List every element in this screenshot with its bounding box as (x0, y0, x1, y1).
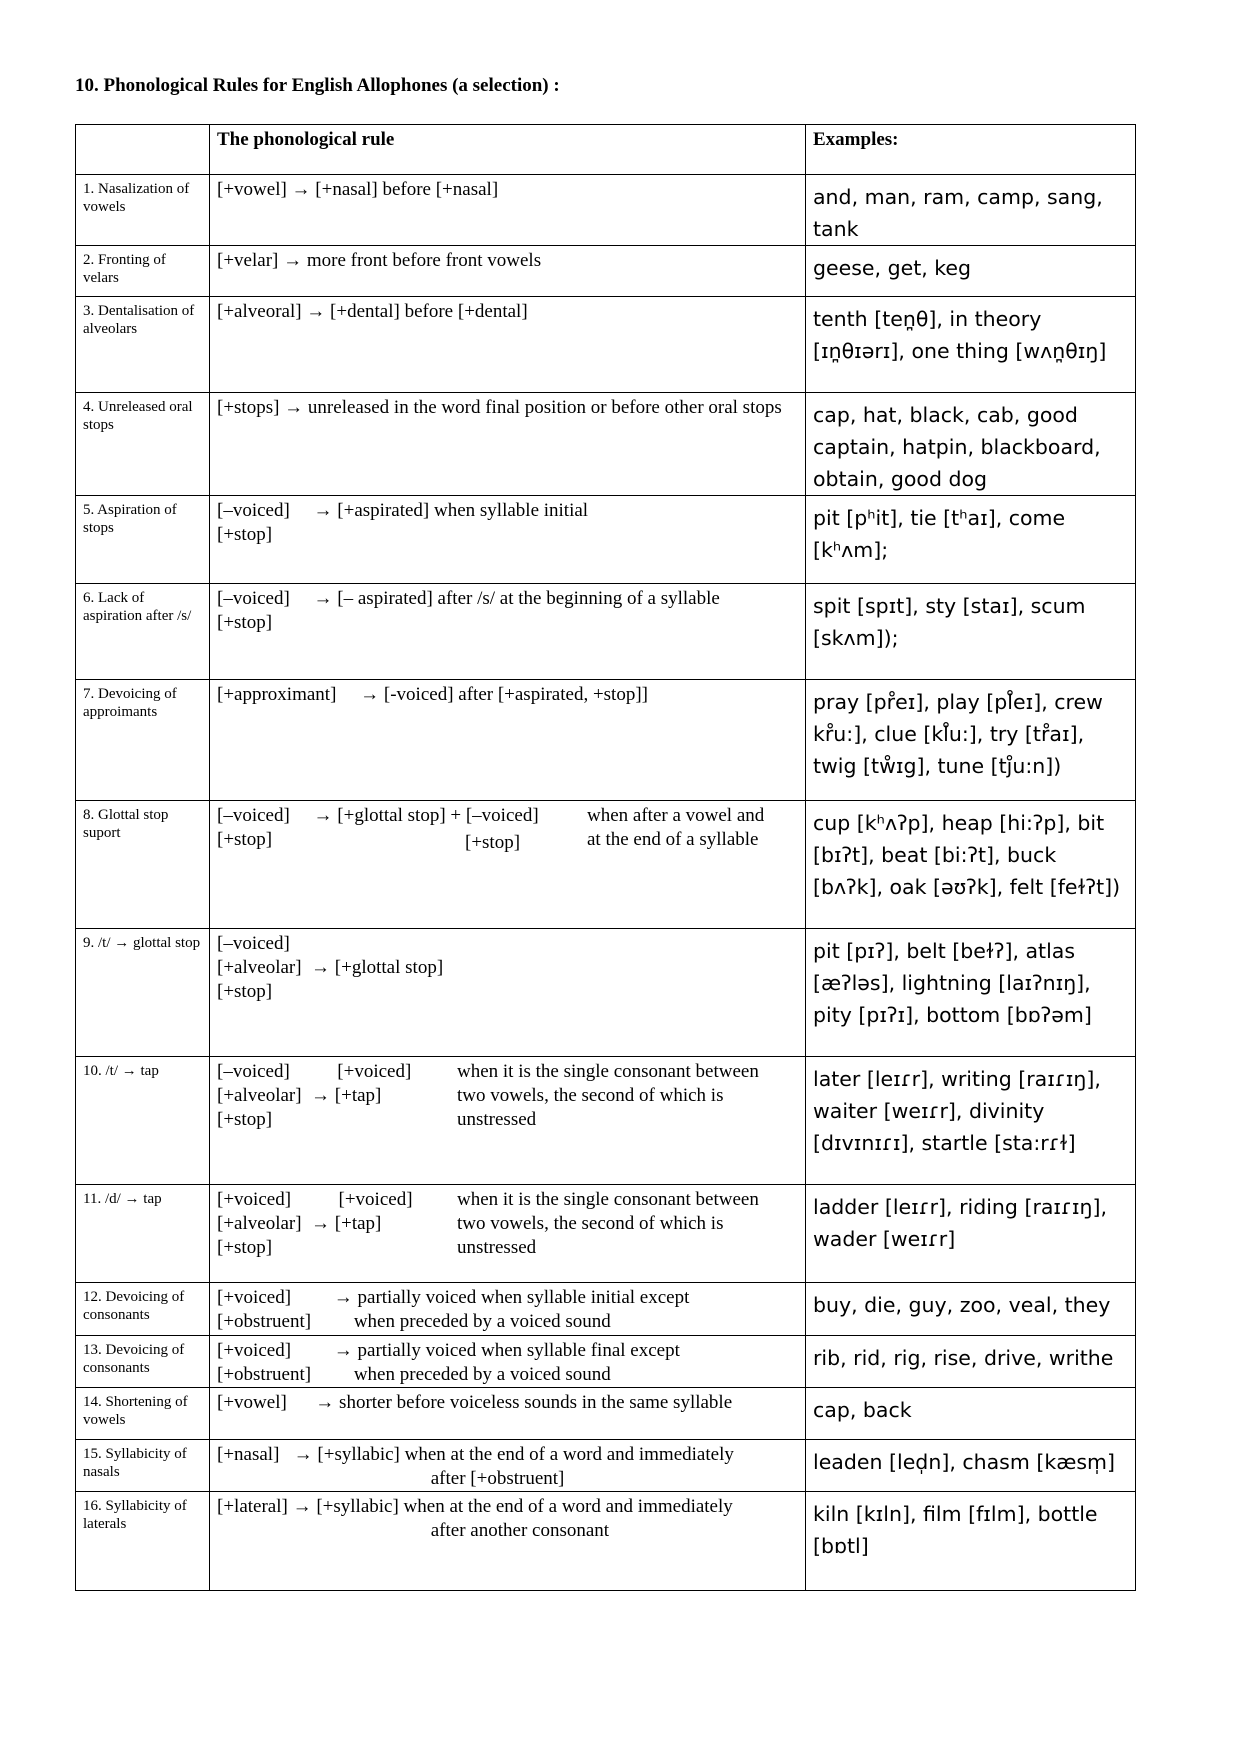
header-examples-cell (806, 125, 1136, 175)
examples-cell (806, 393, 1136, 496)
table-row (76, 393, 1136, 496)
examples-text: leaden [led̩n], chasm [kæsm̩] (813, 1450, 1115, 1474)
rule-text (210, 496, 805, 547)
table-row (76, 1283, 1136, 1336)
examples-text: kiln [kɪln], film [fɪlm], bottle [bɒtl] (813, 1502, 1098, 1558)
rule-cell (210, 1336, 806, 1388)
examples-cell (806, 1440, 1136, 1492)
rule-cell (210, 1388, 806, 1440)
rule-name: 3. Dentalisation of alveolars (83, 303, 195, 337)
examples-cell (806, 175, 1136, 246)
rule-line: [+stops] → unreleased in the word final position or before other oral stops (217, 397, 782, 418)
rule-line: [+voiced] [+voiced] (217, 1189, 413, 1210)
rule-cell (210, 1440, 806, 1492)
table-row (76, 1185, 1136, 1283)
rule-name: 8. Glottal stop suport (83, 807, 169, 841)
table-row (76, 297, 1136, 393)
table-row (76, 929, 1136, 1057)
rule-condition-line: unstressed (457, 1109, 537, 1130)
table-row (76, 175, 1136, 246)
rule-name: 7. Devoicing of approimants (83, 686, 177, 720)
rule-cell (210, 297, 806, 393)
rule-line: [–voiced] (217, 933, 290, 954)
rule-name: 13. Devoicing of consonants (83, 1342, 185, 1376)
rule-line: [+velar] → more front before front vowels (217, 250, 542, 271)
table-row (76, 1440, 1136, 1492)
rule-name: 6. Lack of aspiration after /s/ (83, 590, 192, 624)
rule-condition-line: when it is the single consonant between (457, 1189, 759, 1210)
header-rule-cell (210, 125, 806, 175)
examples-text: ladder [leɪɾr], riding [raɪɾɪŋ], wader [weɪɾr] (813, 1195, 1108, 1251)
examples-cell (806, 1057, 1136, 1185)
rule-text (210, 393, 805, 420)
examples-text: and, man, ram, camp, sang, tank (813, 185, 1103, 241)
rule-text (210, 1283, 805, 1334)
rule-cell (210, 496, 806, 584)
rule-line: [–voiced] [+voiced] (217, 1061, 412, 1082)
rule-line: [+stop] (217, 829, 273, 850)
rule-text (210, 1440, 805, 1491)
table-row (76, 680, 1136, 801)
examples-text: cap, back (813, 1398, 912, 1422)
examples-text: cap, hat, black, cab, good captain, hatpin, blackboard, obtain, good dog (813, 403, 1101, 491)
rule-text (210, 929, 805, 1004)
rule-line: [–voiced] → [+glottal stop] + [–voiced] (217, 805, 539, 826)
rule-text (210, 175, 805, 202)
rule-cell (210, 246, 806, 297)
rules-table (75, 124, 1136, 1591)
rule-line: [+stop] (217, 1237, 273, 1258)
table-row (76, 1057, 1136, 1185)
rule-text (210, 297, 805, 324)
examples-cell (806, 1336, 1136, 1388)
rule-line: [+alveolar] → [+tap] (217, 1085, 382, 1106)
rule-text (210, 1388, 805, 1415)
table-row (76, 801, 1136, 929)
table-row (76, 1388, 1136, 1440)
table-row (76, 1492, 1136, 1591)
rule-name: 4. Unreleased oral stops (83, 399, 193, 433)
rule-name-cell (76, 297, 210, 393)
rule-cell (210, 680, 806, 801)
rule-text (210, 680, 805, 707)
rule-line: [+vowel] → [+nasal] before [+nasal] (217, 179, 499, 200)
examples-cell (806, 801, 1136, 929)
examples-cell (806, 246, 1136, 297)
rule-name-cell (76, 801, 210, 929)
rule-name-cell (76, 1283, 210, 1336)
rule-line: [+stop] (217, 1109, 273, 1130)
rule-name: 14. Shortening of vowels (83, 1394, 188, 1428)
examples-cell (806, 1185, 1136, 1283)
rule-condition-line: when it is the single consonant between (457, 1061, 759, 1082)
examples-cell (806, 1388, 1136, 1440)
rule-cell (210, 1492, 806, 1591)
rule-name: 10. /t/ → tap (83, 1063, 159, 1079)
rule-name-cell (76, 929, 210, 1057)
rule-condition-line: when after a vowel and (587, 805, 765, 826)
rule-line: [+stop] (217, 981, 273, 1002)
rule-cell (210, 801, 806, 929)
rule-name: 9. /t/ → glottal stop (83, 935, 201, 951)
examples-text: pray [pr̊eɪ], play [pl̊eɪ], crew kr̊u:], clue [kl̊u:], try [tr̊aɪ], twig [tẘɪg], tune [tj̊u:n]) (813, 690, 1103, 778)
rule-line: after another consonant (217, 1520, 610, 1541)
rule-text (210, 584, 805, 635)
examples-text: cup [kʰʌʔp], heap [hi:ʔp], bit [bɪʔt], beat [bi:ʔt], buck [bʌʔk], oak [əʊʔk], felt [feɫʔt]) (813, 811, 1121, 899)
rule-line: [+obstruent] when preceded by a voiced sound (217, 1311, 611, 1332)
header-blank-cell (76, 125, 210, 175)
rule-text (210, 1185, 805, 1260)
table-row (76, 496, 1136, 584)
rule-name: 11. /d/ → tap (83, 1191, 162, 1207)
examples-text: buy, die, guy, zoo, veal, they (813, 1293, 1111, 1317)
rule-line: [+voiced] → partially voiced when syllable final except (217, 1340, 680, 1361)
examples-cell (806, 297, 1136, 393)
rule-name-cell (76, 1388, 210, 1440)
rule-line: [+alveolar] → [+glottal stop] (217, 957, 444, 978)
rule-condition-line: two vowels, the second of which is (457, 1085, 724, 1106)
rule-cell (210, 393, 806, 496)
rule-line: after [+obstruent] (217, 1468, 565, 1489)
header-examples: Examples: (813, 129, 899, 150)
rule-line: [+nasal] → [+syllabic] when at the end of a word and immediately (217, 1444, 734, 1465)
rule-name-cell (76, 1440, 210, 1492)
table-row (76, 246, 1136, 297)
rule-line: [+alveoral] → [+dental] before [+dental] (217, 301, 528, 322)
rule-name-cell (76, 1057, 210, 1185)
examples-text: rib, rid, rig, rise, drive, writhe (813, 1346, 1114, 1370)
rule-name-cell (76, 680, 210, 801)
rule-name: 15. Syllabicity of nasals (83, 1446, 187, 1480)
rule-line: [–voiced] → [+aspirated] when syllable initial (217, 500, 589, 521)
examples-cell (806, 496, 1136, 584)
rule-text (210, 1492, 805, 1543)
rule-cell (210, 175, 806, 246)
examples-text: later [leɪɾr], writing [raɪɾɪŋ], waiter [weɪɾr], divinity [dɪvɪnɪɾɪ], startle [sta:rɾɫ] (813, 1067, 1101, 1155)
rule-line: [+alveolar] → [+tap] (217, 1213, 382, 1234)
rule-cell (210, 1185, 806, 1283)
table-row (76, 1336, 1136, 1388)
rule-line: [+voiced] → partially voiced when syllable initial except (217, 1287, 690, 1308)
examples-text: pit [pʰit], tie [tʰaɪ], come [kʰʌm]; (813, 506, 1066, 562)
rule-cell (210, 929, 806, 1057)
rule-text (210, 246, 805, 273)
rule-cell (210, 584, 806, 680)
rule-name-cell (76, 393, 210, 496)
examples-cell (806, 584, 1136, 680)
rule-name: 1. Nasalization of vowels (83, 181, 190, 215)
rule-line: [+lateral] → [+syllabic] when at the end of a word and immediately (217, 1496, 733, 1517)
rule-text (210, 1057, 805, 1132)
header-rule: The phonological rule (217, 129, 395, 150)
rule-cell (210, 1283, 806, 1336)
examples-text: geese, get, keg (813, 256, 972, 280)
rule-name-cell (76, 1336, 210, 1388)
rule-name: 5. Aspiration of stops (83, 502, 177, 536)
rule-name: 2. Fronting of velars (83, 252, 166, 286)
rule-name: 12. Devoicing of consonants (83, 1289, 185, 1323)
rule-name-cell (76, 496, 210, 584)
examples-text: tenth [ten̪θ], in theory [ɪn̪θɪərɪ], one thing [wʌn̪θɪŋ] (813, 307, 1107, 363)
rule-condition-line: unstressed (457, 1237, 537, 1258)
rule-line: [+stop] (217, 612, 273, 633)
examples-cell (806, 1283, 1136, 1336)
examples-cell (806, 1492, 1136, 1591)
rule-line: [–voiced] → [– aspirated] after /s/ at the beginning of a syllable (217, 588, 720, 609)
rule-condition-line: at the end of a syllable (587, 829, 759, 850)
table-header-row (76, 125, 1136, 175)
rule-text (210, 801, 805, 852)
examples-text: spit [spɪt], sty [staɪ], scum [skʌm]); (813, 594, 1086, 650)
rule-text (210, 1336, 805, 1387)
table-row (76, 584, 1136, 680)
examples-cell (806, 929, 1136, 1057)
rule-condition-line: two vowels, the second of which is (457, 1213, 724, 1234)
rule-name-cell (76, 246, 210, 297)
page-title: 10. Phonological Rules for English Allophones (a selection) : (75, 75, 560, 96)
rule-name-cell (76, 1492, 210, 1591)
rule-name-cell (76, 584, 210, 680)
rule-name-cell (76, 1185, 210, 1283)
rule-line: [+stop] (217, 524, 273, 545)
rule-cell (210, 1057, 806, 1185)
rule-line: [+obstruent] when preceded by a voiced sound (217, 1364, 611, 1385)
rule-name-cell (76, 175, 210, 246)
rule-line: [+approximant] → [-voiced] after [+aspirated, +stop]] (217, 684, 648, 705)
rule-line: [+vowel] → shorter before voiceless sounds in the same syllable (217, 1392, 733, 1413)
rule-line: [+stop] (465, 832, 521, 853)
examples-text: pit [pɪʔ], belt [beɫʔ], atlas [æʔləs], lightning [laɪʔnɪŋ], pity [pɪʔɪ], bottom [bɒʔəm] (813, 939, 1092, 1027)
examples-cell (806, 680, 1136, 801)
rule-name: 16. Syllabicity of laterals (83, 1498, 187, 1532)
